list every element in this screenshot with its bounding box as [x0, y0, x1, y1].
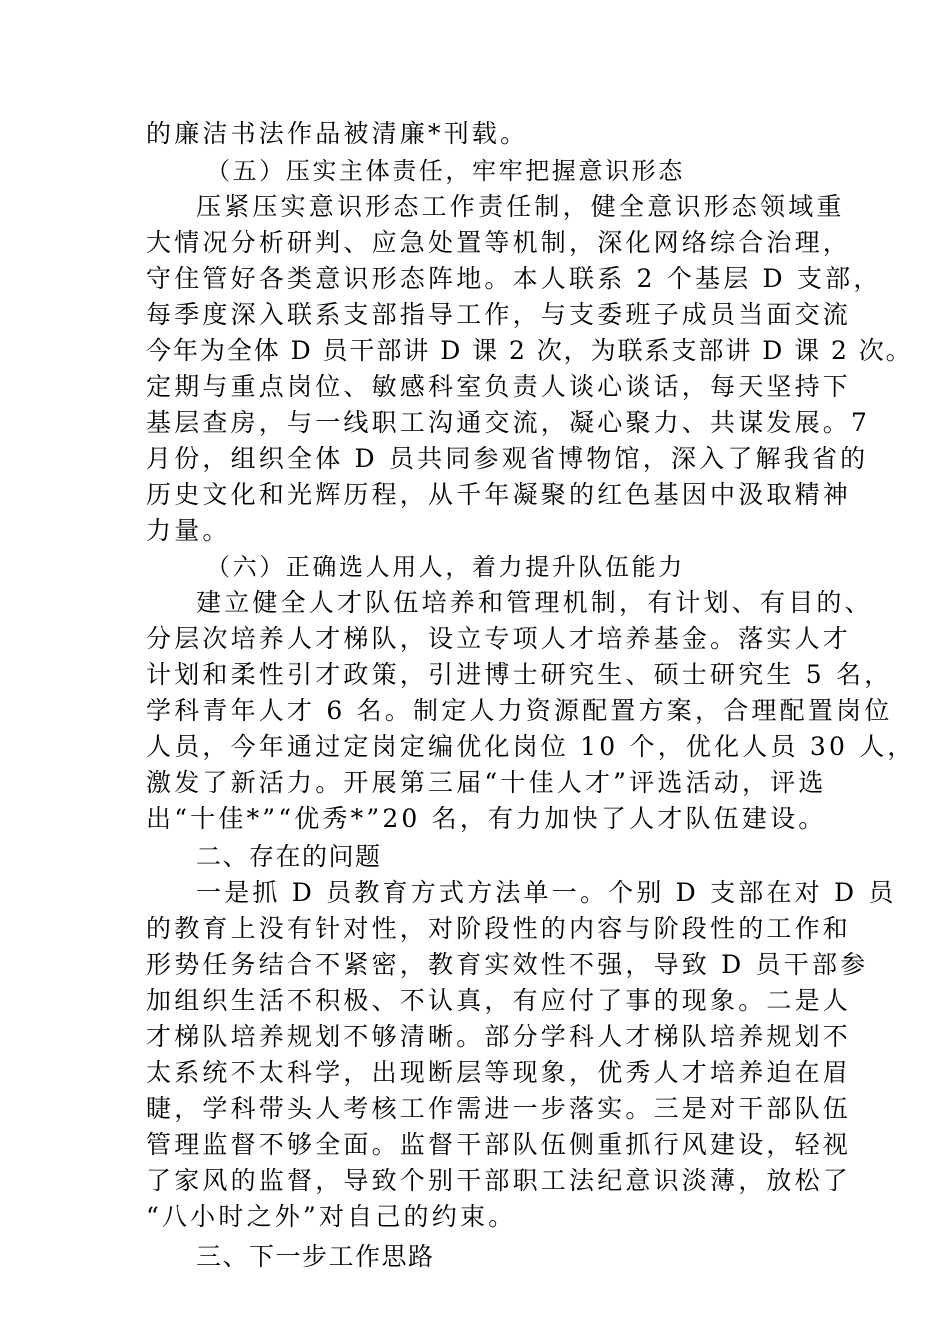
text-line: 力量。 [146, 516, 231, 545]
text-line: 管理监督不够全面。监督干部队伍侧重抓行风建设，轻视 [146, 1130, 852, 1159]
subheading-5: （五）压实主体责任，牢牢把握意识形态 [206, 157, 685, 185]
text-line: 守住管好各类意识形态阵地。本人联系 2 个基层 D 支部， [146, 264, 882, 293]
text-line: 了家风的监督，导致个别干部职工法纪意识淡薄，放松了 [146, 1166, 852, 1195]
section-heading-2: 二、存在的问题 [196, 842, 382, 871]
text-line: 的教育上没有针对性，对阶段性的内容与阶段性的工作和 [146, 914, 852, 943]
section-heading-3: 三、下一步工作思路 [196, 1242, 435, 1271]
text-line: 学科青年人才 6 名。制定人力资源配置方案，合理配置岗位 [146, 696, 893, 725]
paragraph-start: 压紧压实意识形态工作责任制，健全意识形态领域重 [196, 192, 845, 221]
text-line: 激发了新活力。开展第三届“十佳人才”评选活动，评选 [146, 768, 827, 797]
text-line: 形势任务结合不紧密，教育实效性不强，导致 D 员干部参 [146, 950, 869, 979]
text-line: 人员，今年通过定岗定编优化岗位 10 个，优化人员 30 人， [146, 732, 916, 761]
text-line: 今年为全体 D 员干部讲 D 课 2 次，为联系支部讲 D 课 2 次。 [146, 336, 913, 365]
text-line: 加组织生活不积极、不认真，有应付了事的现象。二是人 [146, 986, 852, 1015]
text-line: 出“十佳*”“优秀*”20 名，有力加快了人才队伍建设。 [146, 804, 827, 833]
subheading-6: （六）正确选人用人，着力提升队伍能力 [206, 553, 685, 581]
paragraph-start: 建立健全人才队伍培养和管理机制，有计划、有目的、 [196, 588, 873, 617]
text-line: 才梯队培养规划不够清晰。部分学科人才梯队培养规划不 [146, 1022, 852, 1051]
text-line: 历史文化和光辉历程，从千年凝聚的红色基因中汲取精神 [146, 480, 852, 509]
text-line: 定期与重点岗位、敏感科室负责人谈心谈话，每天坚持下 [146, 372, 852, 401]
text-line: 计划和柔性引才政策，引进博士研究生、硕士研究生 5 名， [146, 660, 893, 689]
paragraph-start: 一是抓 D 员教育方式方法单一。个别 D 支部在对 D 员 [196, 878, 897, 907]
text-line: 的廉洁书法作品被清廉*刊载。 [146, 119, 529, 148]
text-line: 睫，学科带头人考核工作需进一步落实。三是对干部队伍 [146, 1094, 852, 1123]
text-line: 大情况分析研判、应急处置等机制，深化网络综合治理， [146, 228, 852, 257]
text-line: “八小时之外”对自己的约束。 [146, 1202, 517, 1231]
text-line: 太系统不太科学，出现断层等现象，优秀人才培养迫在眉 [146, 1058, 852, 1087]
text-line: 分层次培养人才梯队，设立专项人才培养基金。落实人才 [146, 624, 852, 653]
text-line: 基层查房，与一线职工沟通交流，凝心聚力、共谋发展。7 [146, 408, 871, 437]
text-line: 月份，组织全体 D 员共同参观省博物馆，深入了解我省的 [146, 444, 869, 473]
text-line: 每季度深入联系支部指导工作，与支委班子成员当面交流 [146, 300, 852, 329]
